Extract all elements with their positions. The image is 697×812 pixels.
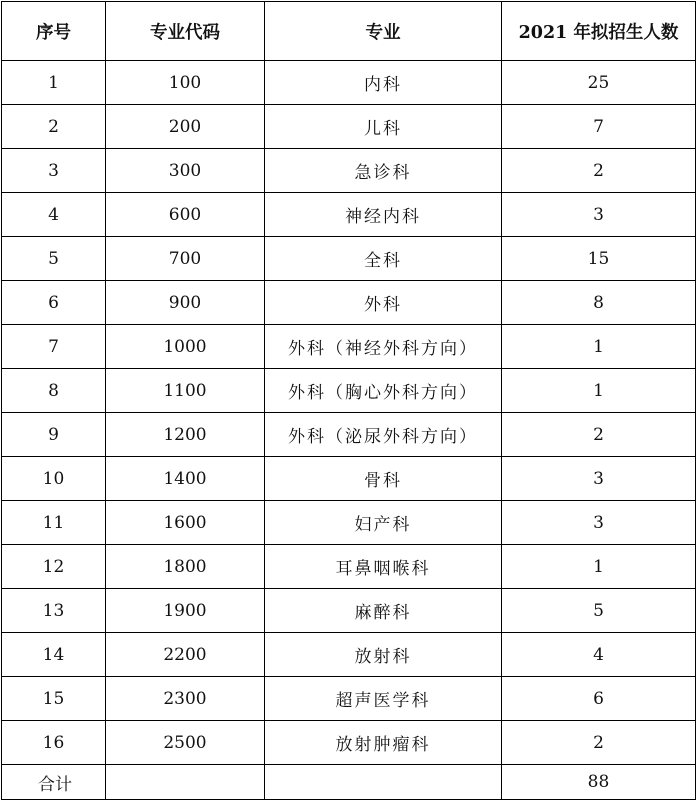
row-major-code: 300 <box>106 149 265 193</box>
table-row <box>2 281 696 325</box>
header-index: 序号 <box>2 2 106 61</box>
row-enrollment-count: 3 <box>502 501 696 545</box>
row-index: 11 <box>2 501 106 545</box>
row-major-code: 1200 <box>106 413 265 457</box>
row-major-code: 200 <box>106 105 265 149</box>
row-major: 急诊科 <box>265 149 502 193</box>
table-row <box>2 721 696 765</box>
row-major-code: 700 <box>106 237 265 281</box>
table-row <box>2 589 696 633</box>
row-major: 放射科 <box>265 633 502 677</box>
row-major: 儿科 <box>265 105 502 149</box>
row-major: 妇产科 <box>265 501 502 545</box>
row-major: 全科 <box>265 237 502 281</box>
row-index: 3 <box>2 149 106 193</box>
header-major-code: 专业代码 <box>106 2 265 61</box>
row-major: 神经内科 <box>265 193 502 237</box>
header-enrollment-2021: 2021 年拟招生人数 <box>502 2 696 61</box>
row-major: 麻醉科 <box>265 589 502 633</box>
row-index: 10 <box>2 457 106 501</box>
row-enrollment-count: 25 <box>502 61 696 105</box>
row-index: 9 <box>2 413 106 457</box>
row-index: 16 <box>2 721 106 765</box>
table-row <box>2 193 696 237</box>
row-index: 8 <box>2 369 106 413</box>
row-enrollment-count: 1 <box>502 545 696 589</box>
row-enrollment-count: 15 <box>502 237 696 281</box>
table-row <box>2 325 696 369</box>
total-row <box>2 765 696 800</box>
row-enrollment-count: 2 <box>502 413 696 457</box>
table-row <box>2 545 696 589</box>
row-major: 骨科 <box>265 457 502 501</box>
row-major-code: 600 <box>106 193 265 237</box>
row-major-code: 1000 <box>106 325 265 369</box>
row-enrollment-count: 8 <box>502 281 696 325</box>
header-major: 专业 <box>265 2 502 61</box>
table-row <box>2 237 696 281</box>
row-index: 12 <box>2 545 106 589</box>
table-row <box>2 677 696 721</box>
row-index: 2 <box>2 105 106 149</box>
row-major: 外科（神经外科方向） <box>265 325 502 369</box>
row-index: 6 <box>2 281 106 325</box>
row-major-code: 1600 <box>106 501 265 545</box>
row-major: 内科 <box>265 61 502 105</box>
row-enrollment-count: 6 <box>502 677 696 721</box>
row-major-code: 2300 <box>106 677 265 721</box>
row-major-code: 900 <box>106 281 265 325</box>
row-enrollment-count: 3 <box>502 457 696 501</box>
total-label: 合计 <box>2 765 106 800</box>
table-row <box>2 633 696 677</box>
total-major <box>265 765 502 800</box>
table-row <box>2 61 696 105</box>
table-row <box>2 413 696 457</box>
row-enrollment-count: 1 <box>502 325 696 369</box>
row-enrollment-count: 4 <box>502 633 696 677</box>
row-index: 1 <box>2 61 106 105</box>
row-enrollment-count: 3 <box>502 193 696 237</box>
row-major-code: 1100 <box>106 369 265 413</box>
row-major-code: 100 <box>106 61 265 105</box>
table-row <box>2 369 696 413</box>
table-row <box>2 105 696 149</box>
row-index: 4 <box>2 193 106 237</box>
header-row <box>2 2 696 61</box>
table-row <box>2 457 696 501</box>
row-index: 5 <box>2 237 106 281</box>
row-index: 15 <box>2 677 106 721</box>
row-major: 外科（胸心外科方向） <box>265 369 502 413</box>
row-index: 7 <box>2 325 106 369</box>
row-major-code: 1900 <box>106 589 265 633</box>
table-row <box>2 149 696 193</box>
row-major: 耳鼻咽喉科 <box>265 545 502 589</box>
row-enrollment-count: 7 <box>502 105 696 149</box>
row-major: 超声医学科 <box>265 677 502 721</box>
row-enrollment-count: 1 <box>502 369 696 413</box>
row-major-code: 2200 <box>106 633 265 677</box>
row-index: 14 <box>2 633 106 677</box>
row-enrollment-count: 5 <box>502 589 696 633</box>
row-index: 13 <box>2 589 106 633</box>
enrollment-plan-table <box>1 1 696 800</box>
row-major: 外科 <box>265 281 502 325</box>
row-major-code: 1800 <box>106 545 265 589</box>
table-row <box>2 501 696 545</box>
row-major-code: 1400 <box>106 457 265 501</box>
row-major-code: 2500 <box>106 721 265 765</box>
row-major: 放射肿瘤科 <box>265 721 502 765</box>
row-major: 外科（泌尿外科方向） <box>265 413 502 457</box>
total-code <box>106 765 265 800</box>
row-enrollment-count: 2 <box>502 721 696 765</box>
row-enrollment-count: 2 <box>502 149 696 193</box>
total-count: 88 <box>502 765 696 800</box>
